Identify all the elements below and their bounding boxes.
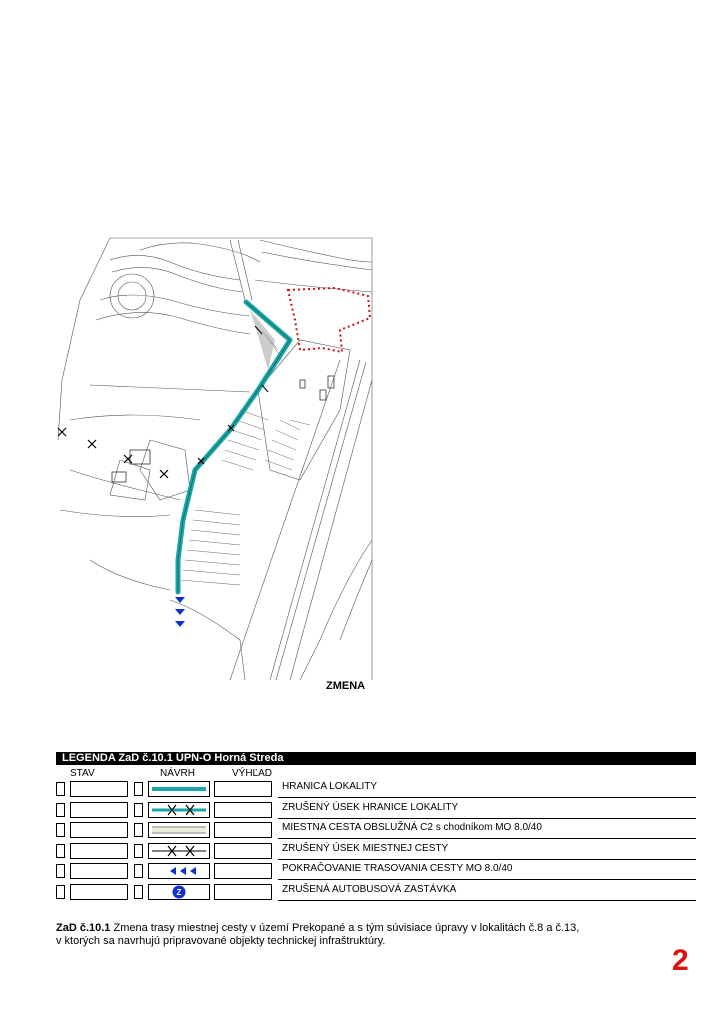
stav-box [70,884,128,900]
navrh-checkbox [134,885,143,899]
stav-box [70,822,128,838]
legend-row [56,821,696,839]
road-double-line-icon [150,824,208,841]
stav-checkbox [56,823,65,837]
navrh-checkbox [134,782,143,796]
legend-label: ZRUŠENÁ AUTOBUSOVÁ ZASTÁVKA [282,883,457,895]
vyhlad-box [214,863,272,879]
legend-row [56,883,696,901]
stav-checkbox [56,782,65,796]
crossed-line-icon [150,845,208,862]
navrh-checkbox [134,823,143,837]
bus-stop-icon [150,886,208,903]
vyhlad-box [214,781,272,797]
vyhlad-box [214,822,272,838]
stav-checkbox [56,844,65,858]
legend-label: ZRUŠENÝ ÚSEK MIESTNEJ CESTY [282,842,449,854]
legend-title: LEGENDA ZaD č.10.1 ÚPN-O Horná Streda [56,752,696,765]
legend-row [56,862,696,880]
legend-row [56,842,696,860]
navrh-box [148,822,210,838]
stav-box [70,802,128,818]
map-change-label: ZMENA [326,680,366,692]
stav-box [70,843,128,859]
stav-checkbox [56,803,65,817]
legend-label: HRANICA LOKALITY [282,781,378,792]
svg-text:Z: Z [176,887,182,897]
navrh-box [148,781,210,797]
navrh-box [148,884,210,900]
teal-line-icon [150,783,208,800]
navrh-box [148,843,210,859]
legend-row [56,780,696,798]
legend-row [56,801,696,819]
stav-box [70,863,128,879]
stav-checkbox [56,864,65,878]
note-lead: ZaD č.10.1 [56,922,111,934]
navrh-box [148,802,210,818]
navrh-checkbox [134,864,143,878]
legend-label: MIESTNA CESTA OBSLUŽNÁ C2 s chodníkom MO 8.0/40 [282,822,542,833]
page-number: 2 [672,944,689,977]
column-navrh: NÁVRH [160,768,196,779]
note-line2: v ktorých sa navrhujú pripravované objekty technickej infraštruktúry. [56,935,386,947]
column-stav: STAV [70,768,95,779]
column-vyhlad: VÝHĽAD [232,768,273,779]
stav-checkbox [56,885,65,899]
note-text: Zmena trasy miestnej cesty v území Prekopané a s tým súvisiace úpravy v lokalitách č.8 a č.13, [110,922,580,934]
legend-label: POKRAČOVANIE TRASOVANIA CESTY MO 8.0/40 [282,863,513,874]
navrh-checkbox [134,844,143,858]
vyhlad-box [214,884,272,900]
change-note [56,922,656,948]
stav-box [70,781,128,797]
vyhlad-box [214,802,272,818]
navrh-box [148,863,210,879]
blue-arrows-icon [150,865,208,882]
navrh-checkbox [134,803,143,817]
vyhlad-box [214,843,272,859]
legend-label: ZRUŠENÝ ÚSEK HRANICE LOKALITY [282,801,459,813]
teal-line-crossed-icon [150,804,208,821]
